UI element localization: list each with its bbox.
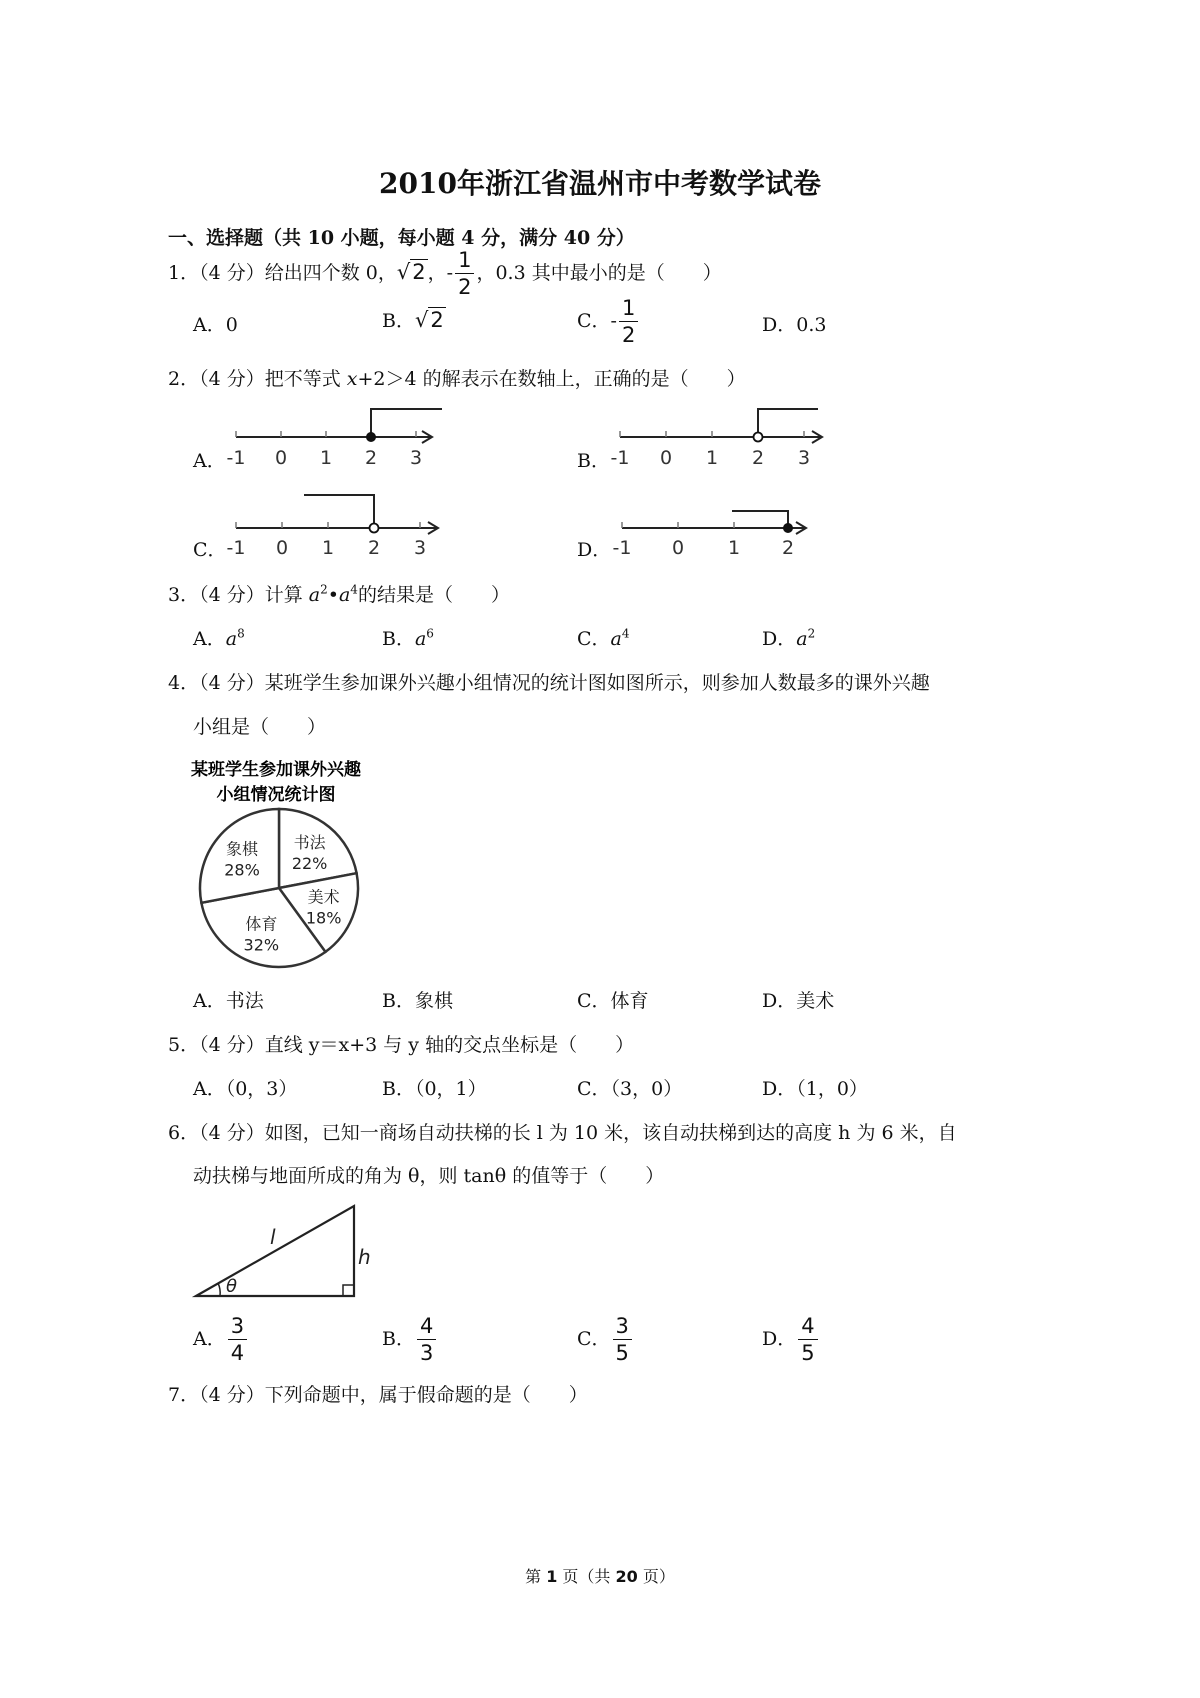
question-points: （4 分） <box>199 262 265 284</box>
tick-label: 0 <box>275 537 289 559</box>
tick-label: 1 <box>705 447 719 469</box>
page-title: 2010年浙江省温州市中考数学试卷 <box>379 167 821 200</box>
slice-value-label: 32% <box>243 935 280 955</box>
tick-label: -1 <box>612 537 632 559</box>
tick-label: 1 <box>727 537 741 559</box>
option-a: A．0 <box>193 314 238 336</box>
pie-chart <box>190 755 380 975</box>
question-text: 计算 <box>264 584 309 606</box>
fraction: $\frac{4}{5}$ <box>798 1316 817 1364</box>
tick-label: 0 <box>671 537 685 559</box>
option-c: C．（3，0） <box>577 1078 683 1100</box>
variable: a <box>338 584 351 606</box>
tick-label: 2 <box>364 447 378 469</box>
question-4 <box>168 668 930 695</box>
option-c: C． $\frac{3}{5}$ <box>577 1316 634 1364</box>
section-heading: 一、选择题（共 10 小题，每小题 4 分，满分 40 分） <box>168 227 635 249</box>
question-number: 5． <box>168 1034 200 1056</box>
option-a: A．（0，3） <box>193 1078 298 1100</box>
fraction: $\frac{1}{2}$ <box>619 298 638 346</box>
question-number: 4． <box>168 672 200 694</box>
option-b: B．$a^6$ <box>382 626 434 650</box>
question-points: （4 分） <box>199 672 265 694</box>
slice-value-label: 22% <box>291 854 328 874</box>
option-c: C． <box>193 539 227 561</box>
question-text: 给出四个数 0， <box>264 262 397 284</box>
question-text: 如图，已知一商场自动扶梯的长 l 为 10 米，该自动扶梯到达的高度 h 为 6 米，自 <box>264 1122 957 1144</box>
option-b: B．象棋 <box>382 990 453 1012</box>
minus-sign: - <box>446 262 454 284</box>
number-line-d <box>608 496 818 560</box>
question-text: 某班学生参加课外兴趣小组情况的统计图如图所示，则参加人数最多的课外兴趣 <box>264 672 930 694</box>
option-d: D．0.3 <box>762 314 827 336</box>
total-pages: 20 <box>615 1567 638 1586</box>
number-line-b <box>606 400 836 472</box>
tick-label: 2 <box>367 537 381 559</box>
question-number: 1． <box>168 262 200 284</box>
question-number: 2． <box>168 368 200 390</box>
slice-value-label: 28% <box>224 860 260 880</box>
slice-label: 象棋 <box>226 839 259 859</box>
sqrt-expression: √2 <box>396 260 426 284</box>
question-3 <box>168 580 510 607</box>
question-points: （4 分） <box>199 584 265 606</box>
option-d: D．（1，0） <box>762 1078 868 1100</box>
question-text-tail: +2＞4 的解表示在数轴上，正确的是（ ） <box>357 368 746 390</box>
question-points: （4 分） <box>199 1034 265 1056</box>
question-text: 直线 y＝x+3 与 y 轴的交点坐标是（ ） <box>264 1034 635 1056</box>
option-b: B． <box>577 450 610 472</box>
exponent: 4 <box>350 582 358 597</box>
number-line-c <box>222 488 452 560</box>
angle-label: θ <box>226 1276 238 1297</box>
escalator-triangle-figure <box>190 1200 380 1305</box>
slice-label: 体育 <box>245 914 278 934</box>
tick-label: 0 <box>274 447 288 469</box>
tick-label: -1 <box>226 447 246 469</box>
question-number: 7． <box>168 1384 200 1406</box>
fraction: $\frac{1}{2}$ <box>455 250 474 298</box>
option-b: B．（0，1） <box>382 1078 487 1100</box>
question-points: （4 分） <box>199 1384 265 1406</box>
tick-label: 2 <box>751 447 765 469</box>
option-a: A．$a^8$ <box>193 626 245 650</box>
question-5 <box>168 1030 634 1057</box>
hypotenuse-label: l <box>270 1225 276 1249</box>
question-text-tail: 的结果是（ ） <box>357 584 510 606</box>
question-2 <box>168 364 746 391</box>
tick-label: 3 <box>797 447 811 469</box>
fraction: $\frac{4}{3}$ <box>417 1316 436 1364</box>
question-6 <box>168 1118 957 1145</box>
question-1 <box>168 250 722 298</box>
option-d: D． $\frac{4}{5}$ <box>762 1316 820 1364</box>
option-b: B．√2 <box>382 308 444 332</box>
page-number: 1 <box>546 1567 558 1586</box>
tick-label: 0 <box>659 447 673 469</box>
question-6-line-2: 动扶梯与地面所成的角为 θ，则 tanθ 的值等于（ ） <box>193 1165 665 1187</box>
question-number: 6． <box>168 1122 200 1144</box>
tick-label: -1 <box>226 537 246 559</box>
question-text: 把不等式 <box>264 368 347 390</box>
option-b: B． $\frac{4}{3}$ <box>382 1316 438 1364</box>
question-text: 下列命题中，属于假命题的是（ ） <box>264 1384 588 1406</box>
exponent: 2 <box>320 582 328 597</box>
page-footer: 第 1 页（共 20 页） <box>525 1567 675 1586</box>
slice-label: 书法 <box>293 833 326 853</box>
option-c: C．$a^4$ <box>577 626 630 650</box>
fraction: $\frac{3}{5}$ <box>613 1316 632 1364</box>
tick-label: -1 <box>610 447 630 469</box>
chart-title-line1: 某班学生参加课外兴趣 <box>191 760 361 780</box>
variable: x <box>346 368 358 390</box>
fraction: $\frac{3}{4}$ <box>228 1316 247 1364</box>
option-d: D．美术 <box>762 990 835 1012</box>
tick-label: 3 <box>409 447 423 469</box>
question-points: （4 分） <box>199 1122 265 1144</box>
option-d: D． <box>577 539 612 561</box>
tick-label: 3 <box>413 537 427 559</box>
tick-label: 2 <box>781 537 795 559</box>
option-a: A． <box>193 450 226 472</box>
number-line-a <box>222 400 447 472</box>
multiply-dot: • <box>327 584 339 606</box>
variable: a <box>308 584 321 606</box>
question-number: 3． <box>168 584 200 606</box>
tick-label: 1 <box>321 537 335 559</box>
sqrt-expression: √2 <box>414 308 444 332</box>
option-c: C．体育 <box>577 990 649 1012</box>
tick-label: 1 <box>319 447 333 469</box>
slice-value-label: 18% <box>305 908 342 928</box>
option-c: C．- $\frac{1}{2}$ <box>577 298 640 346</box>
option-d: D．$a^2$ <box>762 626 816 650</box>
question-4-line-2: 小组是（ ） <box>193 716 327 738</box>
option-a: A． $\frac{3}{4}$ <box>193 1316 249 1364</box>
option-a: A．书法 <box>193 990 264 1012</box>
question-7 <box>168 1380 588 1407</box>
question-points: （4 分） <box>199 368 265 390</box>
chart-title-line2: 小组情况统计图 <box>216 785 336 805</box>
question-text-tail: ，0.3 其中最小的是（ ） <box>476 262 722 284</box>
question-separator: ， <box>427 262 447 284</box>
slice-label: 美术 <box>307 887 340 907</box>
height-label: h <box>358 1245 371 1269</box>
